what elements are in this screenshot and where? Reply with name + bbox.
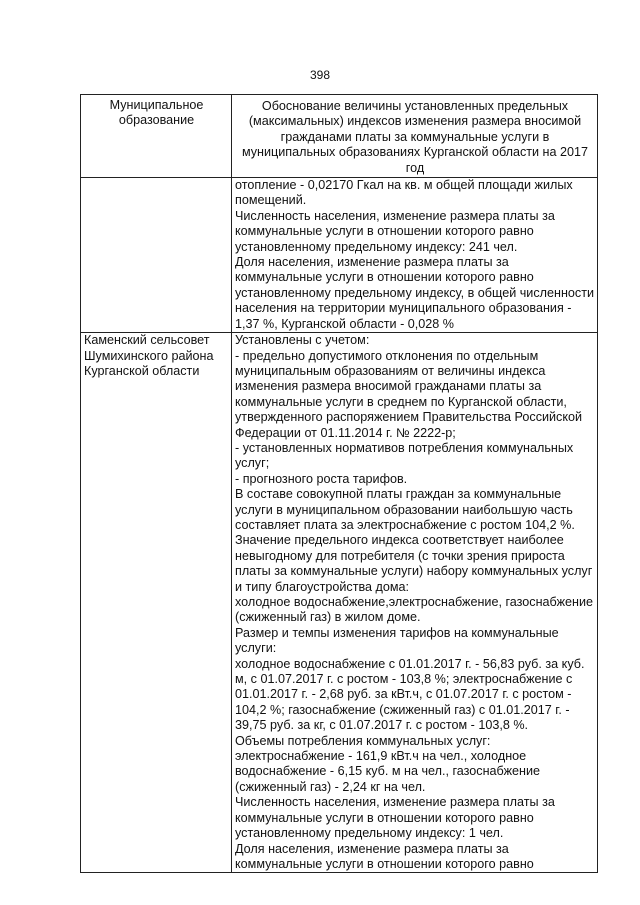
row2-paragraph: - предельно допустимого отклонения по отдельным муниципальным образованиям от величины индекса изменения размера вносимой гражданами платы за коммунальные услуги в среднем по Курганской области, утвержденного распоряжением Правительства Российской Федерации от 01.11.2014 г. № 2222-р; bbox=[235, 348, 583, 440]
row2-paragraph: электроснабжение - 161,9 кВт.ч на чел., холодное водоснабжение - 6,15 куб. м на чел., газоснабжение (сжиженный газ) - 2,24 кг на чел. bbox=[235, 749, 541, 794]
row2-paragraph: холодное водоснабжение,электроснабжение, газоснабжение (сжиженный газ) в жилом доме. bbox=[235, 595, 594, 625]
row2-paragraph: холодное водоснабжение с 01.01.2017 г. - 56,83 руб. за куб. м, с 01.07.2017 г. с ростом - 103,8 %; электроснабжение с 01.01.2017 г. - 2,68 руб. за кВт.ч, с 01.07.2017 г. с ростом - 104,2 %; газоснабжение (сжиженный газ) с 01.01.2017 г. - 39,75 руб. за кг, с 01.07.2017 г. с ростом - 103,8 %. bbox=[235, 656, 585, 733]
table-row bbox=[81, 178, 598, 333]
row2-paragraph: Размер и темпы изменения тарифов на коммунальные услуги: bbox=[235, 625, 559, 656]
row1-justification bbox=[232, 178, 598, 333]
row1-paragraph: Доля населения, изменение размера платы за коммунальные услуги в отношении которого равно установленному предельному индексу, в общей численности населения на территории муниципального образования - 1,37 %, Курганской области - 0,028 % bbox=[235, 255, 595, 331]
row2-paragraph: Значение предельного индекса соответствует наиболее невыгодному для потребителя (с точки зрения прироста платы за коммунальные услуги) набору коммунальных услуг и типу благоустройства дома: bbox=[235, 533, 593, 594]
table-header-row bbox=[81, 95, 598, 178]
page-number: 398 bbox=[309, 68, 331, 82]
row2-paragraph: - установленных нормативов потребления коммунальных услуг; bbox=[235, 440, 574, 471]
row2-paragraph: Установлены с учетом: bbox=[235, 333, 370, 348]
row2-paragraph: Объемы потребления коммунальных услуг: bbox=[235, 733, 491, 748]
tariff-index-table bbox=[80, 94, 598, 873]
row2-justification bbox=[232, 333, 598, 873]
header-municipality: Муниципальное образование bbox=[81, 95, 232, 178]
row2-paragraph: - прогнозного роста тарифов. bbox=[235, 471, 408, 486]
row2-paragraph: В составе совокупной платы граждан за коммунальные услуги в муниципальном образовании наибольшую часть составляет плата за электроснабжение с ростом 104,2 %. bbox=[235, 487, 575, 532]
row1-paragraph: отопление - 0,02170 Гкал на кв. м общей площади жилых помещений. bbox=[235, 178, 573, 208]
row2-municipality: Каменский сельсовет Шумихинского района Курганской области bbox=[81, 333, 232, 873]
header-justification: Обоснование величины установленных предельных (максимальных) индексов изменения размера вносимой гражданами платы за коммунальные услуги в муниципальных образованиях Курганской области на 2017 год bbox=[232, 95, 598, 178]
row1-paragraph: Численность населения, изменение размера платы за коммунальные услуги в отношении которого равно установленному предельному индексу: 241 чел. bbox=[235, 208, 555, 254]
row2-paragraph: Доля населения, изменение размера платы за коммунальные услуги в отношении которого равно bbox=[235, 841, 534, 871]
row1-municipality bbox=[81, 178, 232, 333]
row2-paragraph: Численность населения, изменение размера платы за коммунальные услуги в отношении которого равно установленному предельному индексу: 1 чел. bbox=[235, 795, 555, 841]
table-row bbox=[81, 333, 598, 873]
